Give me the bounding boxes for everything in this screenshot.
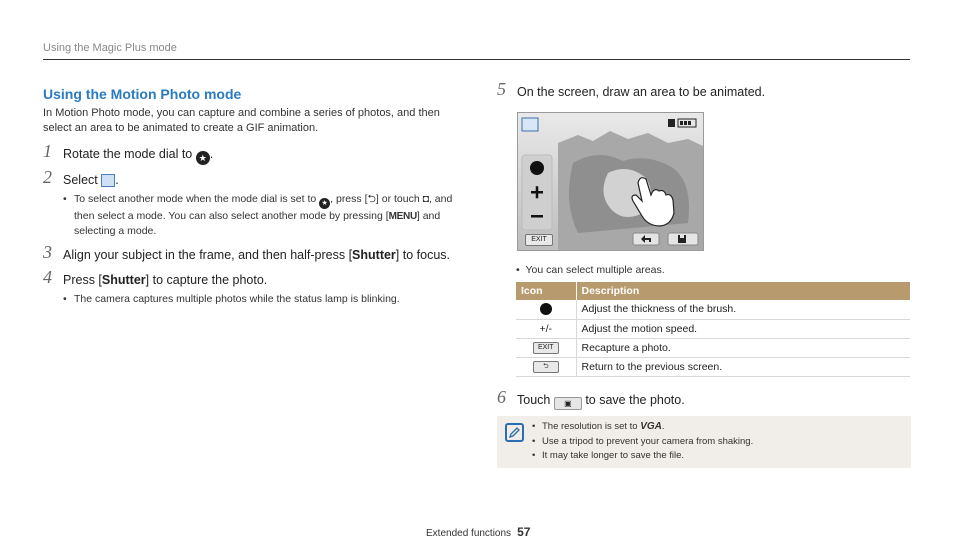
step-5	[497, 79, 911, 101]
description-cell: Adjust the thickness of the brush.	[576, 300, 910, 319]
table-row	[516, 338, 910, 357]
shutter-label: Shutter	[352, 248, 396, 262]
step-4-bullets	[43, 292, 463, 307]
step-number: 2	[43, 167, 52, 187]
table-row	[516, 319, 910, 338]
step-2-bullets	[43, 192, 463, 239]
brush-icon	[540, 303, 552, 315]
vga-resolution-icon: VGA	[640, 421, 662, 432]
note-pencil-icon	[505, 423, 524, 442]
description-cell: Recapture a photo.	[576, 338, 910, 357]
step-text: Select	[63, 173, 102, 187]
back-icon: ⮌	[367, 193, 376, 205]
step-4	[43, 267, 463, 289]
section-title: Using the Motion Photo mode	[43, 86, 242, 102]
tip-text: You can select multiple areas.	[525, 264, 665, 276]
exit-chip-icon: EXIT	[533, 342, 559, 354]
list-item: • The camera captures multiple photos while the status lamp is blinking.	[63, 292, 463, 307]
save-icon: ▣	[554, 397, 582, 410]
table-row	[516, 357, 910, 376]
list-item	[63, 192, 463, 239]
step-text: ] to focus.	[395, 248, 450, 262]
back-arrow-icon: ⮌	[533, 361, 559, 373]
bullet-text: ] or touch	[375, 193, 423, 205]
icon-cell	[516, 338, 576, 357]
step-number: 5	[497, 79, 506, 99]
step-number: 4	[43, 267, 52, 287]
pencil-icon	[507, 425, 522, 440]
mode-dial-icon: ★	[196, 151, 210, 165]
bullet-text: To select another mode when the mode dial is set to	[74, 193, 320, 205]
column-header-description: Description	[576, 282, 910, 300]
icon-cell	[516, 357, 576, 376]
bullet-text: , and then select a mode. You can also select another mode by pressing [	[74, 193, 453, 222]
header-divider	[43, 59, 910, 60]
list-item: • It may take longer to save the file.	[532, 449, 753, 464]
step-text: Rotate the mode dial to	[63, 147, 196, 161]
motion-photo-icon	[101, 174, 115, 187]
table-header-row	[516, 282, 910, 300]
screen-graphic	[518, 113, 704, 251]
bullet-text: , press [	[330, 193, 368, 205]
step-number: 6	[497, 387, 506, 407]
step-2	[43, 167, 463, 189]
note-text: .	[661, 421, 665, 432]
step-3	[43, 242, 463, 264]
exit-button[interactable]: EXIT	[525, 234, 553, 246]
page-footer	[426, 525, 530, 539]
list-item: • Use a tripod to prevent your camera from shaking.	[532, 435, 753, 450]
list-item	[532, 420, 753, 435]
step-text: Align your subject in the frame, and then half-press [	[63, 248, 353, 262]
speed-icon: +/-	[516, 319, 576, 338]
note-box	[497, 416, 911, 468]
footer-label: Extended functions	[426, 528, 512, 539]
icon-cell	[516, 300, 576, 319]
mode-dial-icon: ★	[319, 198, 330, 209]
left-column	[43, 86, 463, 307]
step-text: Press [	[63, 273, 102, 287]
step-text: On the screen, draw an area to be animated.	[517, 85, 766, 99]
bullet-marker: •	[516, 264, 526, 276]
shutter-label: Shutter	[101, 273, 146, 287]
step-number: 3	[43, 242, 52, 262]
right-column	[497, 79, 911, 101]
note-text: The resolution is set to	[542, 421, 641, 432]
step-6	[497, 387, 685, 410]
note-list	[532, 420, 753, 464]
table-row	[516, 300, 910, 319]
page-number: 57	[517, 525, 531, 539]
camera-icon: ◘	[422, 193, 429, 205]
description-cell: Adjust the motion speed.	[576, 319, 910, 338]
menu-button-label: MENU	[388, 211, 417, 222]
step-text: .	[115, 173, 119, 187]
intro-paragraph: In Motion Photo mode, you can capture and combine a series of photos, and then select an area to be animated to create a GIF animation.	[43, 107, 440, 134]
step-text: to save the photo.	[581, 393, 685, 407]
tip-bullet	[516, 264, 665, 276]
step-text: .	[209, 147, 214, 161]
step-text: Touch	[517, 393, 554, 407]
step-1	[43, 141, 463, 165]
camera-screen-illustration	[517, 112, 704, 251]
bullet-text: ] and selecting a mode.	[74, 210, 441, 237]
column-header-icon: Icon	[516, 282, 576, 300]
running-header: Using the Magic Plus mode	[43, 42, 177, 54]
step-number: 1	[43, 141, 52, 161]
description-cell: Return to the previous screen.	[576, 357, 910, 376]
step-text: ] to capture the photo.	[145, 273, 268, 287]
icon-table	[516, 282, 910, 377]
